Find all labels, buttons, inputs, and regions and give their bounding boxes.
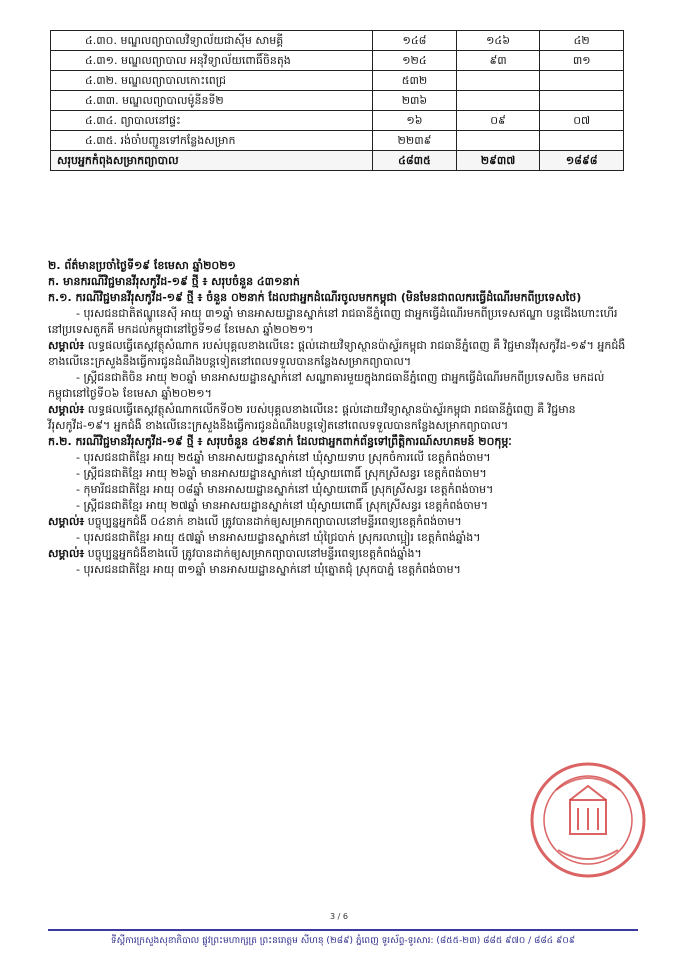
table-total-row [51, 151, 624, 171]
case-line: - បុរសជនជាតិខ្មែរ អាយុ ៣១ឆ្នាំ មានអាសយដ្ឋានស្នាក់នៅ ឃុំត្នោតជុំ ស្រុកបាភ្នំ ខេត្តកំពង់ចាម។ [76, 563, 461, 576]
subsection-ka1: ក.១. ករណីវិជ្ជមានវីរុសកូវីដ-១៩ ថ្មី ៖ ចំនួន ០២នាក់ ដែលជាអ្នកដំណើរចូលមកកម្ពុជា (មិនមែនជាពលករធ្វើដំណើរមកពីប្រទេសថៃ) [48, 291, 582, 304]
count-cell: ១២៤ [373, 51, 457, 71]
total-cell: ២៩៣៧ [456, 151, 540, 171]
count-cell [540, 131, 624, 151]
report-body [48, 258, 626, 578]
center-name: ៤.៣១. មណ្ឌលព្យាបាល អនុវិទ្យាល័យពោធិ៍ចិនតុង [51, 51, 373, 71]
note-paragraph [48, 402, 626, 434]
total-cell: ៤៨៣៥ [373, 151, 457, 171]
note-paragraph [48, 546, 626, 562]
table-row [51, 91, 624, 111]
center-name: ៤.៣៤. ព្យាបាលនៅផ្ទះ [51, 111, 373, 131]
center-name: ៤.៣៥. រង់ចាំបញ្ជូនទៅកន្លែងសម្រាក [51, 131, 373, 151]
ministry-footer: ទីស្តីការក្រសួងសុខាភិបាល ផ្លូវព្រះមហាក្សត្រ ព្រះនរោត្តម សីហនុ (២៨៩) ភ្នំពេញ ទូរស័ព្ទ-ទូរសារ: (៨៥៥-២៣) ៨៨៥ ៩៧០ / ៨៨៤ ៩០៩ [48, 929, 638, 948]
note-paragraph [48, 514, 626, 530]
table-row [51, 51, 624, 71]
count-cell: ១៤៨ [373, 31, 457, 51]
table-row [51, 111, 624, 131]
note-paragraph [48, 338, 626, 370]
table-row [51, 71, 624, 91]
note-text: លទ្ធផលធ្វើតេស្តវត្ថុសំណាក របស់បុគ្គលខាងលើនេះ ផ្តល់ដោយវិទ្យាស្ថានប៉ាស្ទ័រកម្ពុជា រាជធានីភ្នំពេញ គឺ វិជ្ជមានវីរុសកូវីដ-១៩។ អ្នកជំងឺ ខាងលើនេះក្រសួងនឹងធ្វើការជូនដំណឹងបន្តទៀតនៅពេលទទួលបានកន្លែងសម្រាកព្យាបាល។ [48, 339, 626, 368]
count-cell: ៥៣២ [373, 71, 457, 91]
count-cell [456, 71, 540, 91]
note-text: បច្ចុប្បន្នអ្នកជំងឺខាងលើ ត្រូវបានដាក់ឲ្យសម្រាកព្យាបាលនៅមន្ទីរពេទ្យខេត្តកំពង់ឆ្នាំង។ [87, 547, 422, 560]
count-cell [540, 71, 624, 91]
section-heading: ២. ព័ត៌មានប្រចាំថ្ងៃទី១៩ ខែមេសា ឆ្នាំ២០២១ [48, 259, 236, 272]
subsection-ka2: ក.២. ករណីវិជ្ជមានវីរុសកូវីដ-១៩ ថ្មី ៖ សរុបចំនួន ៤២៩នាក់ ដែលជាអ្នកពាក់ព័ន្ធទៅព្រឹត្តិការណ៍សហគមន៍ ២០កុម្ភៈ [48, 435, 512, 448]
count-cell: ៩៣ [456, 51, 540, 71]
count-cell: ២២៣៩ [373, 131, 457, 151]
total-label: សរុបអ្នកកំពុងសម្រាកព្យាបាល [51, 151, 373, 171]
note-label: សម្គាល់៖ [48, 547, 85, 560]
count-cell: ២៣៦ [373, 91, 457, 111]
note-label: សម្គាល់៖ [48, 515, 85, 528]
count-cell: ១៦ [373, 111, 457, 131]
case-line: - ស្ត្រីជនជាតិខ្មែរ អាយុ ២៧ឆ្នាំ មានអាសយដ្ឋានស្នាក់នៅ ឃុំស្វាយពោធិ៍ ស្រុកស្រីសន្ធរ ខេត្តកំពង់ចាម។ [76, 499, 488, 512]
official-seal-stamp [528, 760, 648, 880]
count-cell [540, 91, 624, 111]
case-line: - ស្ត្រីជនជាតិខ្មែរ អាយុ ២៦ឆ្នាំ មានអាសយដ្ឋានស្នាក់នៅ ឃុំស្វាយពោធិ៍ ស្រុកស្រីសន្ធរ ខេត្តកំពង់ចាម។ [76, 467, 487, 480]
count-cell: ១៤៦ [456, 31, 540, 51]
page-number: 3 / 6 [330, 912, 348, 921]
note-label: សម្គាល់៖ [48, 403, 85, 416]
table-row [51, 31, 624, 51]
note-label: សម្គាល់៖ [48, 339, 85, 352]
total-cell: ១៨៩៨ [540, 151, 624, 171]
count-cell: ០៩ [456, 111, 540, 131]
case-line: - បុរសជនជាតិខ្មែរ អាយុ ២៥ឆ្នាំ មានអាសយដ្ឋានស្នាក់នៅ ឃុំស្វាយទាប ស្រុកចំការលើ ខេត្តកំពង់ចាម។ [76, 451, 491, 464]
count-cell: ៤២ [540, 31, 624, 51]
center-name: ៤.៣៣. មណ្ឌលព្យាបាលម៉ូនីនទី២ [51, 91, 373, 111]
case-paragraph: - ស្ត្រីជនជាតិចិន អាយុ ២០ឆ្នាំ មានអាសយដ្ឋានស្នាក់នៅ សណ្ឋាគារមួយក្នុងរាជធានីភ្នំពេញ ជាអ្នកធ្វើដំណើរមកពីប្រទេសចិន មកដល់កម្ពុជានៅថ្ងៃទី០៦ ខែមេសា ឆ្នាំ២០២១។ [48, 371, 605, 400]
case-paragraph: - បុរសជនជាតិឥណ្ឌូនេស៊ី អាយុ ៣១ឆ្នាំ មានអាសយដ្ឋានស្នាក់នៅ រាជធានីភ្នំពេញ ជាអ្នកធ្វើដំណើរមកពីប្រទេសឥណ្ឌា បន្តជើងហោះហើរនៅប្រទេសតួកគី មកដល់កម្ពុជានៅថ្ងៃទី១៨ ខែមេសា ឆ្នាំ២០២១។ [48, 307, 618, 336]
subsection-ka: ក. មានករណីវិជ្ជមានវីរុសកូវីដ-១៩ ថ្មី ៖ សរុបចំនួន ៤៣១នាក់ [48, 275, 300, 288]
treatment-centers-table [50, 30, 624, 171]
count-cell: ០៧ [540, 111, 624, 131]
case-line: - កុមារីជនជាតិខ្មែរ អាយុ ០៨ឆ្នាំ មានអាសយដ្ឋានស្នាក់នៅ ឃុំស្វាយពោធិ៍ ស្រុកស្រីសន្ធរ ខេត្តកំពង់ចាម។ [76, 483, 494, 496]
note-text: បច្ចុប្បន្នអ្នកជំងឺ ០៤នាក់ ខាងលើ ត្រូវបានដាក់ឲ្យសម្រាកព្យាបាលនៅមន្ទីរពេទ្យខេត្តកំពង់ចាម។ [87, 515, 462, 528]
center-name: ៤.៣២. មណ្ឌលព្យាបាលកោះពេជ្រ [51, 71, 373, 91]
center-name: ៤.៣០. មណ្ឌលព្យាបាលវិទ្យាល័យជាស៊ីម សាមគ្គី [51, 31, 373, 51]
count-cell [456, 91, 540, 111]
note-text: លទ្ធផលធ្វើតេស្តវត្ថុសំណាកលើកទី០២ របស់បុគ្គលខាងលើនេះ ផ្តល់ដោយវិទ្យាស្ថានប៉ាស្ទ័រកម្ពុជា រាជធានីភ្នំពេញ គឺ វិជ្ជមានវីរុសកូវីដ-១៩។ អ្នកជំងឺ ខាងលើនេះក្រសួងនឹងធ្វើការជូនដំណឹងបន្តទៀតនៅពេលទទួលបានកន្លែងសម្រាកព្យាបាល។ [48, 403, 576, 432]
count-cell [456, 131, 540, 151]
count-cell: ៣១ [540, 51, 624, 71]
table-row [51, 131, 624, 151]
case-line: - បុរសជនជាតិខ្មែរ អាយុ ៥៧ឆ្នាំ មានអាសយដ្ឋានស្នាក់នៅ ឃុំជ្រៃបាក់ ស្រុករលាប្អៀរ ខេត្តកំពង់ឆ្នាំង។ [76, 531, 481, 544]
